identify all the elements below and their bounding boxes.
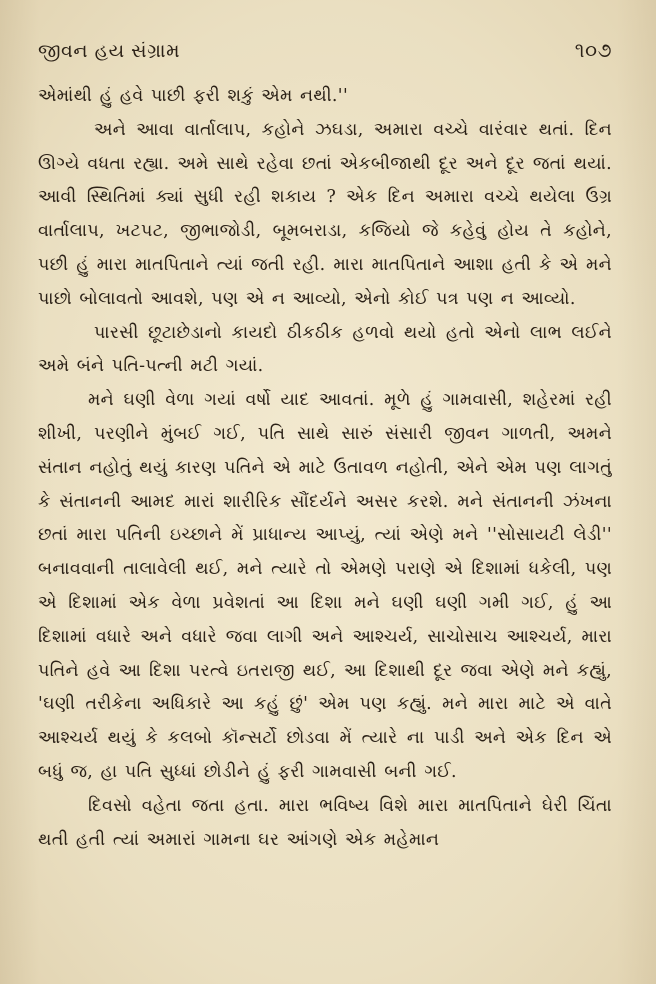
paragraph-1: એમાંથી હું હવે પાછી ફરી શકું એમ નથી.'' (38, 86, 349, 106)
running-header (38, 38, 612, 74)
paragraph-5: દિવસો વહેતા જતા હતા. મારા ભવિષ્ય વિશે મારા માતપિતાને ઘેરી ચિંતા થતી હતી ત્યાં અમારાં ગામના ઘર આંગણે એક મહેમાન (38, 795, 612, 850)
paragraph-2: અને આવા વાર્તાલાપ, કહોને ઝઘડા, અમારા વચ્ચે વારંવાર થતાં. દિન ઊગ્યે વધતા રહ્યા. અમે સાથે રહેવા છતાં એકબીજાથી દૂર અને દૂર જતાં થયાં. આવી સ્થિતિમાં ક્યાં સુધી રહી શકાય ? એક દિન અમારા વચ્ચે થયેલા ઉગ્ર વાર્તાલાપ, ખટપટ, જીભાજોડી, બૂમબરાડા, કજિયો જે કહેવું હોય તે કહોને, પછી હું મારા માતપિતાને ત્યાં જતી રહી. મારા માતપિતાને આશા હતી કે એ મને પાછો બોલાવતો આવશે, પણ એ ન આવ્યો, એનો કોઈ પત્ર પણ ન આવ્યો. (38, 119, 612, 309)
page-number: ૧૦૭ (574, 38, 612, 62)
paragraph-3: પારસી છૂટાછેડાનો કાયદો ઠીકઠીક હળવો થયો હતો એનો લાભ લઈને અમે બંને પતિ-પત્ની મટી ગયાં. (38, 322, 612, 377)
running-title: જીવન હય સંગ્રામ (38, 40, 181, 62)
body-text (38, 80, 612, 857)
paragraph-4: મને ઘણી વેળા ગયાં વર્ષો યાદ આવતાં. મૂળે હું ગામવાસી, શહેરમાં રહી શીખી, પરણીને મુંબઈ ગઈ, પતિ સાથે સારું સંસારી જીવન ગાળતી, અમને સંતાન નહોતું થયું કારણ પતિને એ માટે ઉતાવળ નહોતી, એને એમ પણ લાગતું કે સંતાનની આમદ મારાં શારીરિક સૌંદર્યને અસર કરશે. મને સંતાનની ઝંખના છતાં મારા પતિની ઇચ્છાને મેં પ્રાધાન્ય આપ્યું, ત્યાં એણે મને ''સોસાયટી લેડી'' બનાવવાની તાલાવેલી થઈ, મને ત્યારે તો એમણે પરાણે એ દિશામાં ધકેલી, પણ એ દિશામાં એક વેળા પ્રવેશતાં આ દિશા મને ઘણી ઘણી ગમી ગઈ, હું આ દિશામાં વધારે અને વધારે જવા લાગી અને આશ્ચર્ય, સાચોસાચ આશ્ચર્ય, મારા પતિને હવે આ દિશા પરત્વે ઇતરાજી થઈ, આ દિશાથી દૂર જવા એણે મને કહ્યું, 'ઘણી તરીકેના અધિકારે આ કહું છું' એમ પણ કહ્યું. મને મારા માટે એ વાતે આશ્ચર્ય થયું કે કલબો કૉન્સર્ટો છોડવા મેં ત્યારે ના પાડી અને એક દિન એ બધું જ, હા પતિ સુધ્ધાં છોડીને હું ફરી ગામવાસી બની ગઈ. (38, 390, 612, 782)
